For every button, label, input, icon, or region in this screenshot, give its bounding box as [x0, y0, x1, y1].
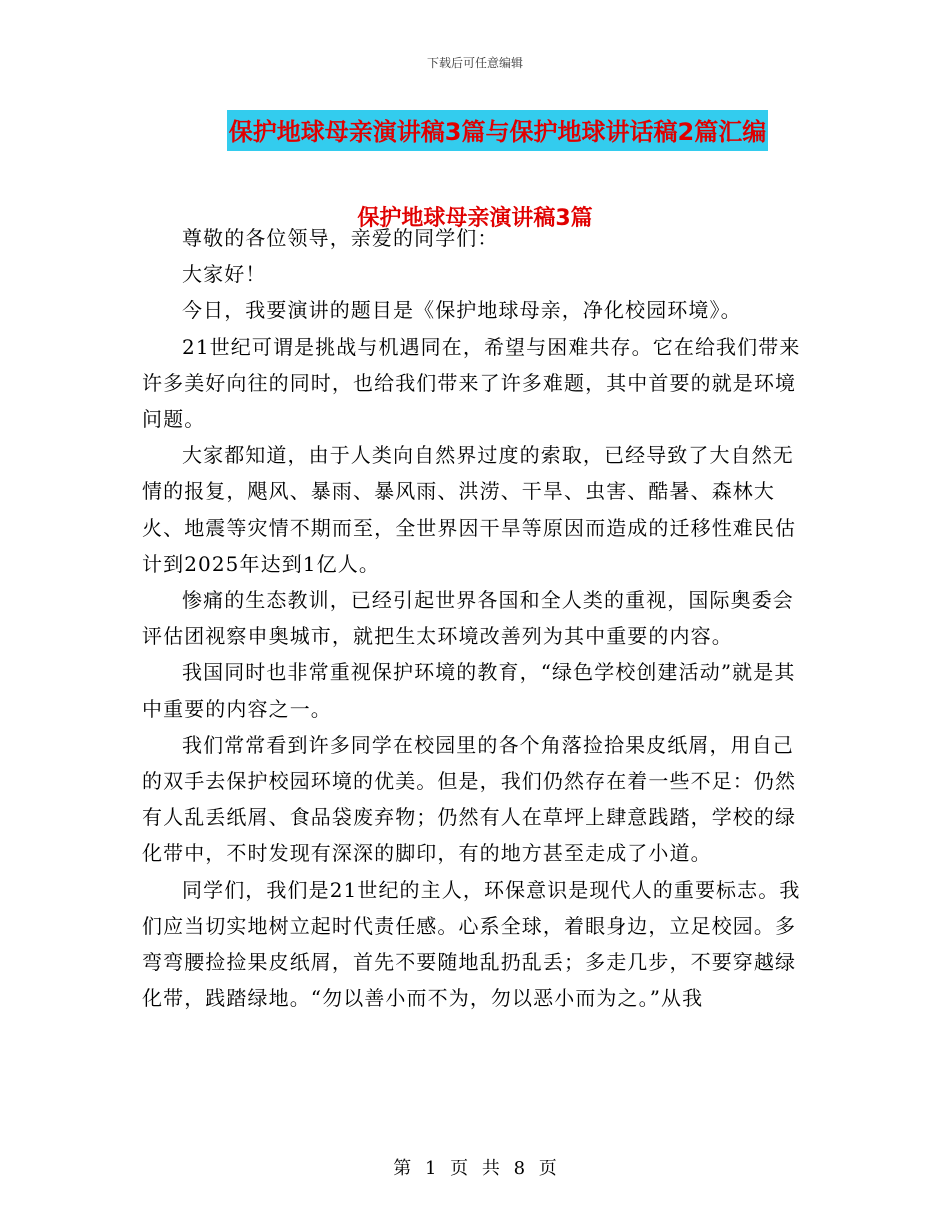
section-title: 保护地球母亲演讲稿3篇 — [357, 206, 593, 231]
header-note: 下载后可任意编辑 — [426, 56, 523, 70]
document-title: 保护地球母亲演讲稿3篇与保护地球讲话稿2篇汇编 — [227, 110, 768, 151]
paragraph: 我们常常看到许多同学在校园里的各个角落捡拾果皮纸屑，用自己的双手去保护校园环境的优美。但是，我们仍然存在着一些不足：仍然有人乱丢纸屑、食品袋废弃物；仍然有人在草坪上肆意践踏，学校的绿化带中，不时发现有深深的脚印，有的地方甚至走成了小道。 — [142, 732, 797, 866]
paragraph: 21世纪可谓是挑战与机遇同在，希望与困难共存。它在给我们带来许多美好向往的同时，也给我们带来了许多难题，其中首要的就是环境问题。 — [142, 334, 801, 432]
paragraph: 我国同时也非常重视保护环境的教育，“绿色学校创建活动”就是其中重要的内容之一。 — [142, 660, 796, 721]
document-title-wrap — [0, 110, 950, 151]
paragraph: 今日，我要演讲的题目是《保护地球母亲，净化校园环境》。 — [182, 298, 742, 323]
page-footer: 第 1 页 共 8 页 — [393, 1158, 557, 1179]
document-body — [142, 220, 806, 1016]
paragraph: 尊敬的各位领导，亲爱的同学们： — [182, 226, 499, 250]
paragraph: 大家好！ — [182, 262, 267, 287]
paragraph: 惨痛的生态教训，已经引起世界各国和全人类的重视，国际奥委会评估团视察申奥城市，就把生太环境改善列为其中重要的内容。 — [142, 588, 794, 649]
paragraph: 同学们，我们是21世纪的主人，环保意识是现代人的重要标志。我们应当切实地树立起时代责任感。心系全球，着眼身边，立足校园。多弯弯腰捡捡果皮纸屑，首先不要随地乱扔乱丢；多走几步，不要穿越绿化带，践踏绿地。“勿以善小而不为，勿以恶小而为之。”从我 — [142, 877, 801, 1011]
paragraph: 大家都知道，由于人类向自然界过度的索取，已经导致了大自然无情的报复，飓风、暴雨、暴风雨、洪涝、干旱、虫害、酷暑、森林大火、地震等灾情不期而至，全世界因干旱等原因而造成的迁移性难民估计到2025年达到1亿人。 — [142, 443, 797, 576]
